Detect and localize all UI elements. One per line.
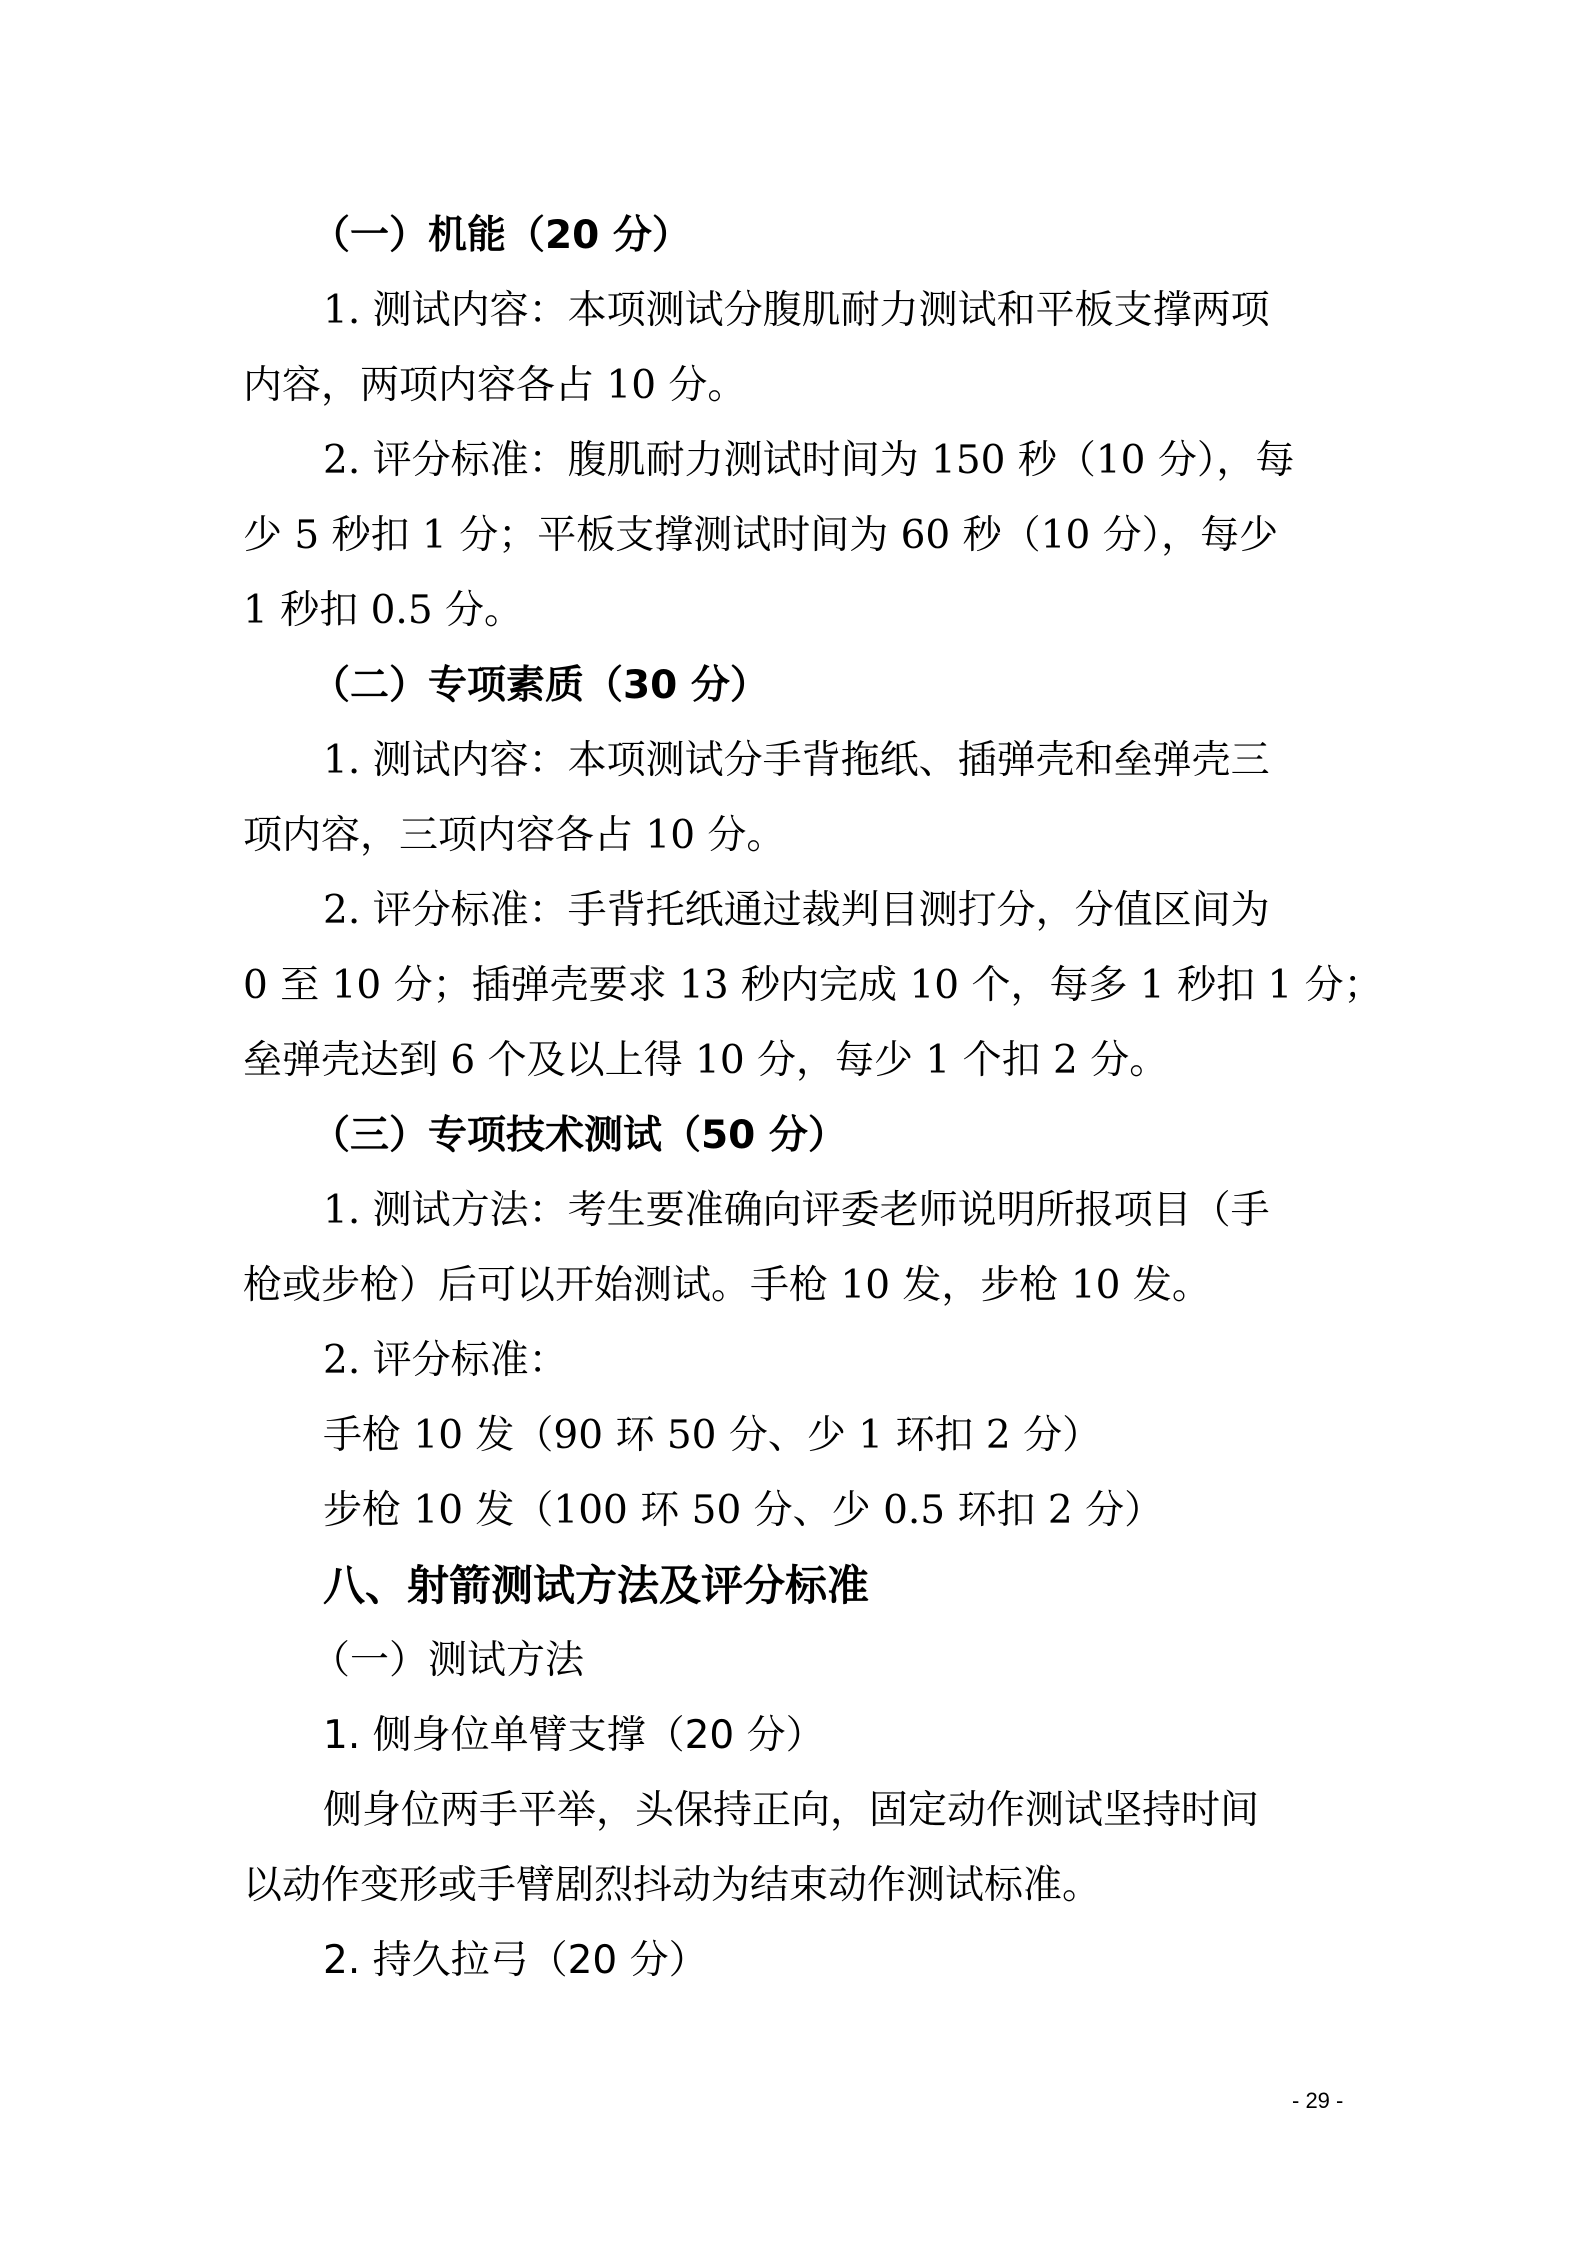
page-number: - 29 - <box>1292 2088 1344 2113</box>
paragraph-line: 1. 测试内容：本项测试分腹肌耐力测试和平板支撑两项 <box>323 288 1270 333</box>
paragraph-line: 2. 评分标准： <box>323 1338 568 1383</box>
section-heading-function: （一）机能（20 分） <box>311 213 691 258</box>
section-heading-special-quality: （二）专项素质（30 分） <box>311 663 769 708</box>
paragraph-line: 1. 测试方法：考生要准确向评委老师说明所报项目（手 <box>323 1188 1270 1233</box>
subsection-heading-test-method: （一）测试方法 <box>311 1638 585 1683</box>
paragraph-line: 内容，两项内容各占 10 分。 <box>243 363 747 408</box>
section-heading-technical-test: （三）专项技术测试（50 分） <box>311 1113 847 1158</box>
paragraph-line: 枪或步枪）后可以开始测试。手枪 10 发，步枪 10 发。 <box>243 1263 1211 1308</box>
paragraph-line: 垒弹壳达到 6 个及以上得 10 分，每少 1 个扣 2 分。 <box>243 1038 1169 1083</box>
paragraph-line: 2. 评分标准：手背托纸通过裁判目测打分，分值区间为 <box>323 888 1270 933</box>
item-heading: 1. 侧身位单臂支撑（20 分） <box>323 1713 825 1758</box>
paragraph-line: 1. 测试内容：本项测试分手背拖纸、插弹壳和垒弹壳三 <box>323 738 1270 783</box>
item-heading: 2. 持久拉弓（20 分） <box>323 1938 708 1983</box>
paragraph-line: 步枪 10 发（100 环 50 分、少 0.5 环扣 2 分） <box>323 1488 1164 1533</box>
paragraph-line: 2. 评分标准：腹肌耐力测试时间为 150 秒（10 分），每 <box>323 438 1295 483</box>
paragraph-line: 以动作变形或手臂剧烈抖动为结束动作测试标准。 <box>243 1863 1102 1908</box>
paragraph-line: 侧身位两手平举，头保持正向，固定动作测试坚持时间 <box>323 1788 1260 1833</box>
paragraph-line: 项内容，三项内容各占 10 分。 <box>243 813 786 858</box>
paragraph-line: 1 秒扣 0.5 分。 <box>243 588 524 633</box>
paragraph-line: 0 至 10 分；插弹壳要求 13 秒内完成 10 个，每多 1 秒扣 1 分； <box>243 963 1383 1008</box>
section-heading-archery: 八、射箭测试方法及评分标准 <box>323 1561 870 1610</box>
page-content <box>243 198 1383 1998</box>
paragraph-line: 手枪 10 发（90 环 50 分、少 1 环扣 2 分） <box>323 1413 1102 1458</box>
paragraph-line: 少 5 秒扣 1 分；平板支撑测试时间为 60 秒（10 分），每少 <box>243 513 1279 558</box>
